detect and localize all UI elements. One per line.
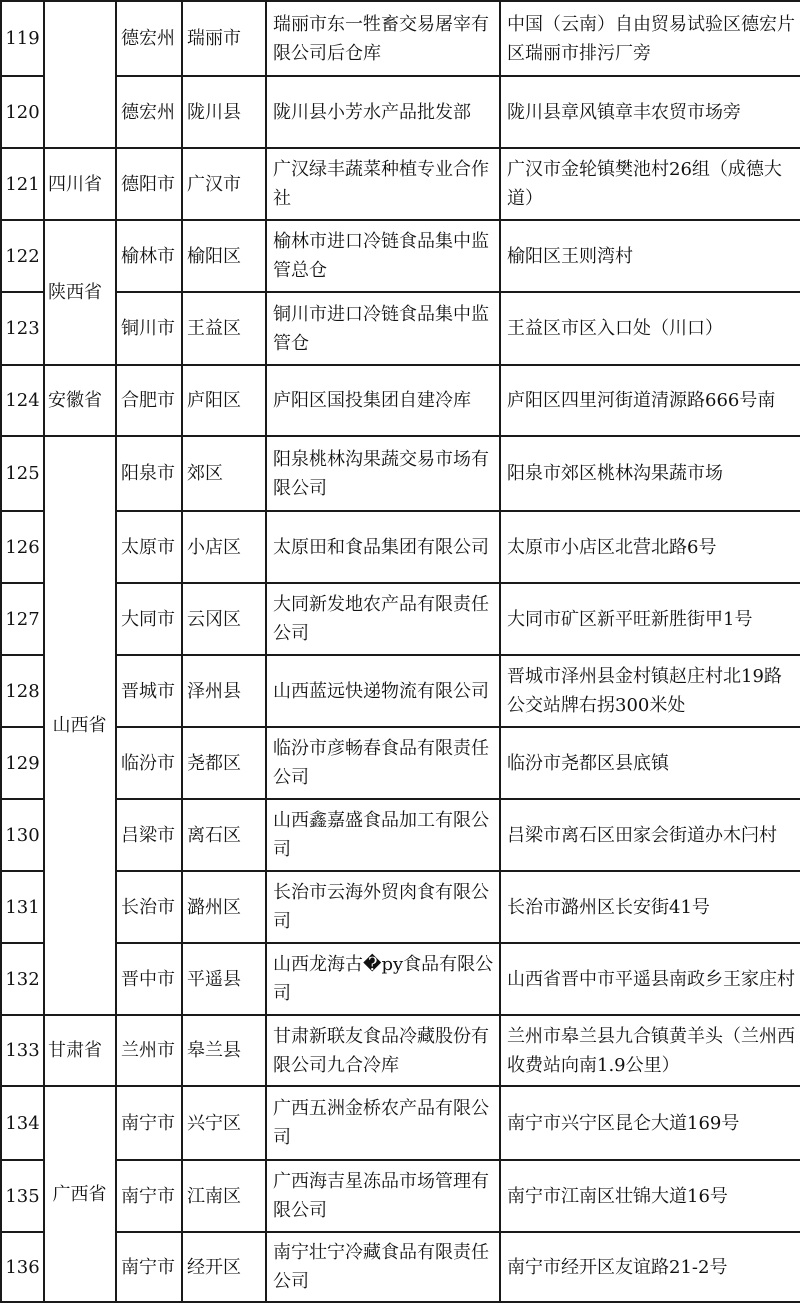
district-cell: 尧都区 xyxy=(182,727,266,799)
city-cell: 南宁市 xyxy=(116,1086,182,1160)
facility-name-cell: 榆林市进口冷链食品集中监管总仓 xyxy=(266,220,500,292)
address-cell: 长治市潞州区长安街41号 xyxy=(500,871,800,943)
row-number: 128 xyxy=(1,655,44,727)
address-cell: 临汾市尧都区县底镇 xyxy=(500,727,800,799)
table-row xyxy=(1,1160,800,1232)
facility-name-cell: 庐阳区国投集团自建冷库 xyxy=(266,365,500,436)
district-cell: 王益区 xyxy=(182,292,266,365)
facility-name-cell: 大同新发地农产品有限责任公司 xyxy=(266,583,500,655)
district-cell: 小店区 xyxy=(182,511,266,583)
district-cell: 潞州区 xyxy=(182,871,266,943)
district-cell: 泽州县 xyxy=(182,655,266,727)
row-number: 123 xyxy=(1,292,44,365)
city-cell: 合肥市 xyxy=(116,365,182,436)
district-cell: 瑞丽市 xyxy=(182,1,266,76)
facility-name-cell: 山西龙海古�py食品有限公司 xyxy=(266,943,500,1015)
province-cell xyxy=(44,1,116,148)
table-row xyxy=(1,799,800,871)
city-cell: 德阳市 xyxy=(116,148,182,220)
table-row xyxy=(1,365,800,436)
table-row xyxy=(1,583,800,655)
facility-name-cell: 长治市云海外贸肉食有限公司 xyxy=(266,871,500,943)
district-cell: 榆阳区 xyxy=(182,220,266,292)
table-row xyxy=(1,943,800,1015)
address-cell: 王益区市区入口处（川口） xyxy=(500,292,800,365)
row-number: 119 xyxy=(1,1,44,76)
facility-name-cell: 临汾市彦畅春食品有限责任公司 xyxy=(266,727,500,799)
district-cell: 郊区 xyxy=(182,436,266,511)
table-row xyxy=(1,148,800,220)
city-cell: 南宁市 xyxy=(116,1160,182,1232)
district-cell: 陇川县 xyxy=(182,76,266,148)
facility-name-cell: 山西蓝远快递物流有限公司 xyxy=(266,655,500,727)
facility-name-cell: 南宁壮宁冷藏食品有限责任公司 xyxy=(266,1232,500,1302)
city-cell: 兰州市 xyxy=(116,1015,182,1086)
city-cell: 太原市 xyxy=(116,511,182,583)
row-number: 125 xyxy=(1,436,44,511)
city-cell: 铜川市 xyxy=(116,292,182,365)
facility-name-cell: 广汉绿丰蔬菜种植专业合作社 xyxy=(266,148,500,220)
table-row xyxy=(1,727,800,799)
address-cell: 山西省晋中市平遥县南政乡王家庄村 xyxy=(500,943,800,1015)
table-row xyxy=(1,292,800,365)
city-cell: 晋城市 xyxy=(116,655,182,727)
district-cell: 经开区 xyxy=(182,1232,266,1302)
table-row xyxy=(1,1086,800,1160)
address-cell: 广汉市金轮镇樊池村26组（成德大道） xyxy=(500,148,800,220)
facility-name-cell: 山西鑫嘉盛食品加工有限公司 xyxy=(266,799,500,871)
province-cell: 四川省 xyxy=(44,148,116,220)
province-cell: 广西省 xyxy=(44,1086,116,1302)
district-cell: 江南区 xyxy=(182,1160,266,1232)
table-row xyxy=(1,220,800,292)
row-number: 127 xyxy=(1,583,44,655)
table-row xyxy=(1,76,800,148)
facility-name-cell: 铜川市进口冷链食品集中监管仓 xyxy=(266,292,500,365)
address-cell: 阳泉市郊区桃林沟果蔬市场 xyxy=(500,436,800,511)
row-number: 134 xyxy=(1,1086,44,1160)
facility-name-cell: 广西海吉星冻品市场管理有限公司 xyxy=(266,1160,500,1232)
row-number: 132 xyxy=(1,943,44,1015)
district-cell: 庐阳区 xyxy=(182,365,266,436)
facility-name-cell: 瑞丽市东一牲畜交易屠宰有限公司后仓库 xyxy=(266,1,500,76)
facility-name-cell: 阳泉桃林沟果蔬交易市场有限公司 xyxy=(266,436,500,511)
address-cell: 庐阳区四里河街道清源路666号南 xyxy=(500,365,800,436)
city-cell: 南宁市 xyxy=(116,1232,182,1302)
table-row xyxy=(1,1,800,76)
address-cell: 南宁市江南区壮锦大道16号 xyxy=(500,1160,800,1232)
facility-name-cell: 陇川县小芳水产品批发部 xyxy=(266,76,500,148)
province-cell: 山西省 xyxy=(44,436,116,1015)
facility-name-cell: 广西五洲金桥农产品有限公司 xyxy=(266,1086,500,1160)
row-number: 122 xyxy=(1,220,44,292)
facility-name-cell: 甘肃新联友食品冷藏股份有限公司九合冷库 xyxy=(266,1015,500,1086)
row-number: 135 xyxy=(1,1160,44,1232)
address-cell: 陇川县章风镇章丰农贸市场旁 xyxy=(500,76,800,148)
address-cell: 太原市小店区北营北路6号 xyxy=(500,511,800,583)
table-row xyxy=(1,1232,800,1302)
district-cell: 广汉市 xyxy=(182,148,266,220)
address-cell: 晋城市泽州县金村镇赵庄村北19路公交站牌右拐300米处 xyxy=(500,655,800,727)
province-cell: 甘肃省 xyxy=(44,1015,116,1086)
city-cell: 晋中市 xyxy=(116,943,182,1015)
row-number: 129 xyxy=(1,727,44,799)
district-cell: 云冈区 xyxy=(182,583,266,655)
city-cell: 临汾市 xyxy=(116,727,182,799)
district-cell: 离石区 xyxy=(182,799,266,871)
address-cell: 吕梁市离石区田家会街道办木闩村 xyxy=(500,799,800,871)
city-cell: 德宏州 xyxy=(116,76,182,148)
facility-name-cell: 太原田和食品集团有限公司 xyxy=(266,511,500,583)
address-cell: 大同市矿区新平旺新胜街甲1号 xyxy=(500,583,800,655)
row-number: 136 xyxy=(1,1232,44,1302)
city-cell: 大同市 xyxy=(116,583,182,655)
row-number: 120 xyxy=(1,76,44,148)
table-row xyxy=(1,436,800,511)
city-cell: 阳泉市 xyxy=(116,436,182,511)
row-number: 130 xyxy=(1,799,44,871)
city-cell: 榆林市 xyxy=(116,220,182,292)
district-cell: 兴宁区 xyxy=(182,1086,266,1160)
province-cell: 安徽省 xyxy=(44,365,116,436)
table-row xyxy=(1,871,800,943)
address-cell: 南宁市兴宁区昆仑大道169号 xyxy=(500,1086,800,1160)
district-cell: 皋兰县 xyxy=(182,1015,266,1086)
district-cell: 平遥县 xyxy=(182,943,266,1015)
city-cell: 吕梁市 xyxy=(116,799,182,871)
row-number: 133 xyxy=(1,1015,44,1086)
row-number: 131 xyxy=(1,871,44,943)
city-cell: 长治市 xyxy=(116,871,182,943)
city-cell: 德宏州 xyxy=(116,1,182,76)
table-row xyxy=(1,511,800,583)
table-row xyxy=(1,1015,800,1086)
table-row xyxy=(1,655,800,727)
row-number: 124 xyxy=(1,365,44,436)
row-number: 121 xyxy=(1,148,44,220)
address-cell: 南宁市经开区友谊路21-2号 xyxy=(500,1232,800,1302)
row-number: 126 xyxy=(1,511,44,583)
province-cell: 陕西省 xyxy=(44,220,116,365)
address-cell: 榆阳区王则湾村 xyxy=(500,220,800,292)
address-cell: 兰州市皋兰县九合镇黄羊头（兰州西收费站向南1.9公里） xyxy=(500,1015,800,1086)
address-cell: 中国（云南）自由贸易试验区德宏片区瑞丽市排污厂旁 xyxy=(500,1,800,76)
